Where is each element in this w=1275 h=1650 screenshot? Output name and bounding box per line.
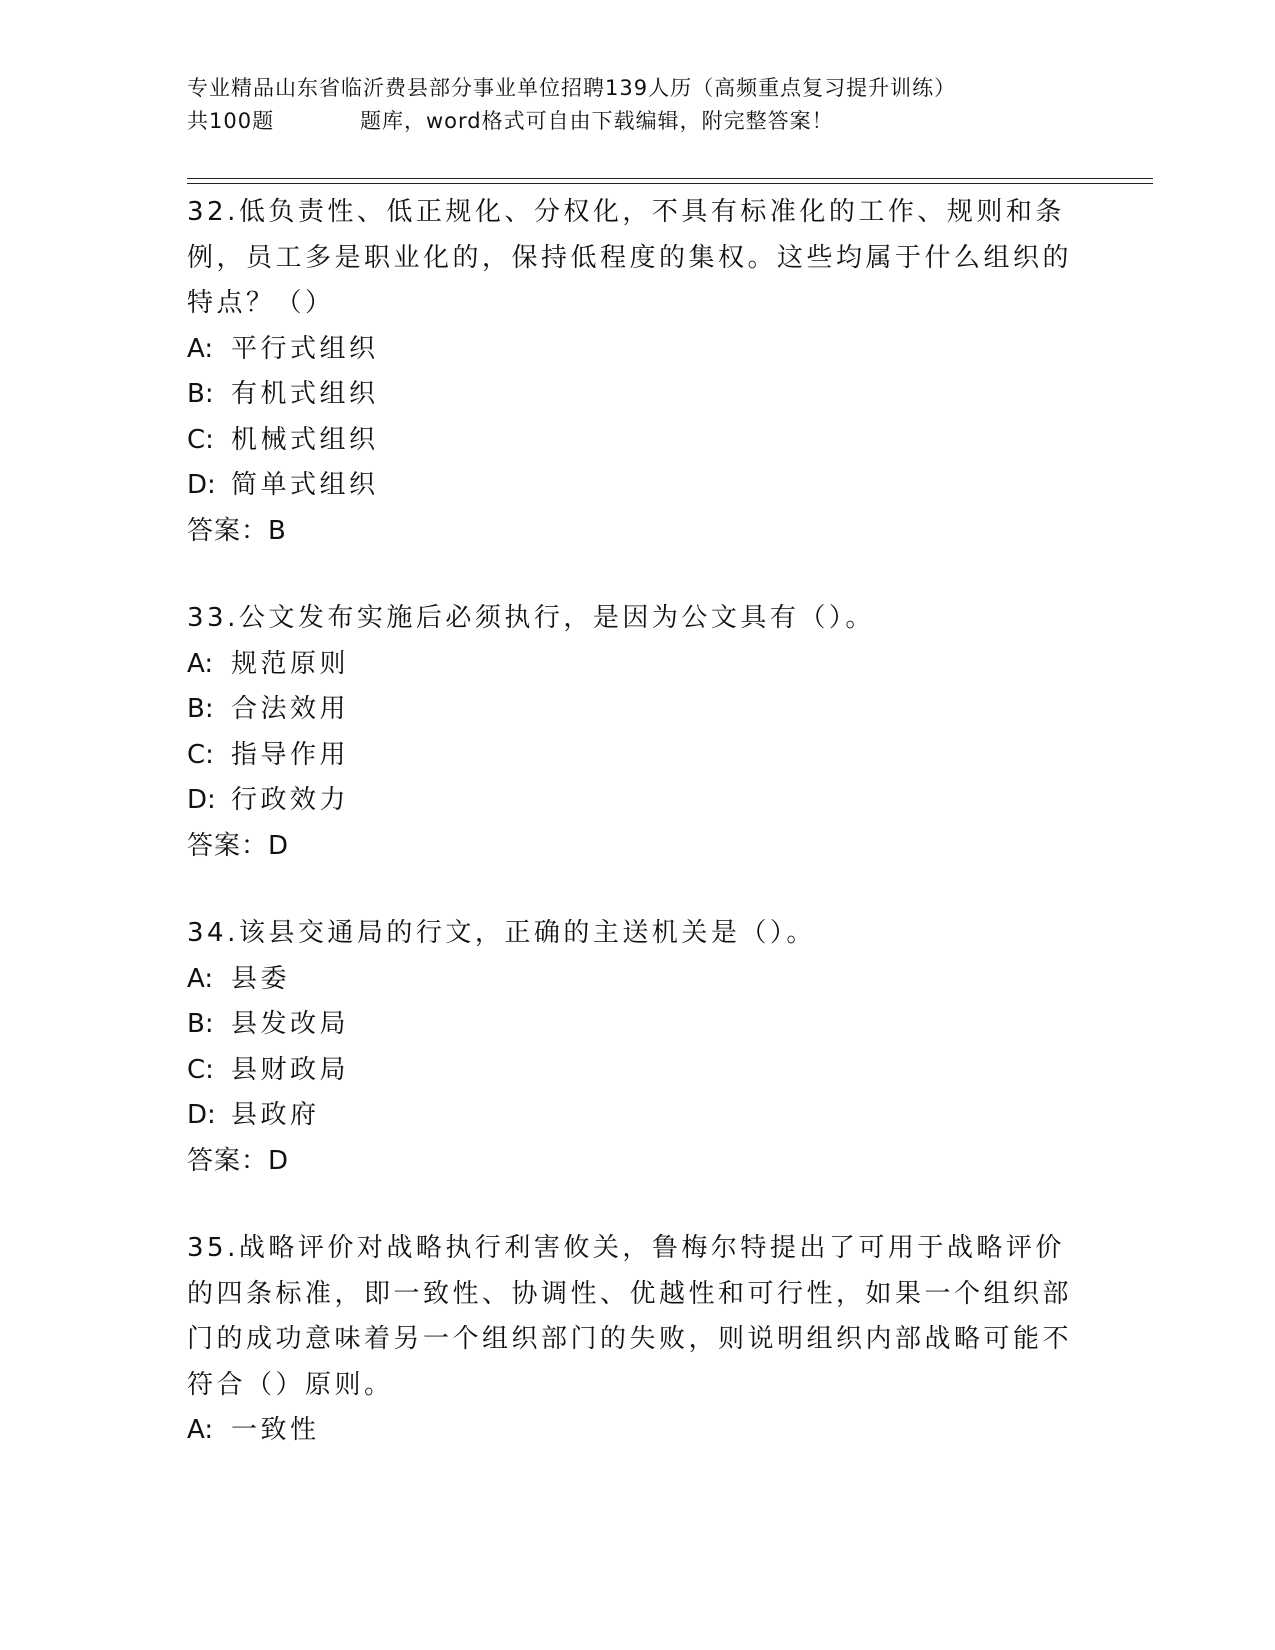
question-block xyxy=(187,911,1087,1184)
question-list xyxy=(187,190,1087,1496)
option-key: C: xyxy=(187,739,214,770)
option-text: 简单式组织 xyxy=(231,470,379,500)
answer-option xyxy=(187,327,1087,373)
option-key: D: xyxy=(187,785,216,815)
answer-option xyxy=(187,1093,1087,1139)
option-key: B: xyxy=(187,694,214,724)
answer-option xyxy=(187,372,1087,418)
header-divider-bottom xyxy=(187,183,1153,184)
question-block xyxy=(187,190,1087,554)
answer-key: 答案：D xyxy=(187,1145,290,1176)
option-key: D: xyxy=(187,470,216,500)
option-text: 机械式组织 xyxy=(231,424,379,455)
question-block xyxy=(187,596,1087,869)
answer-option xyxy=(187,957,1087,1003)
answer-option xyxy=(187,463,1087,509)
option-key: B: xyxy=(187,1009,214,1039)
answer-option xyxy=(187,642,1087,688)
header-subtitle xyxy=(187,105,1087,138)
question-stem: 34.该县交通局的行文，正确的主送机关是（）。 xyxy=(187,918,816,948)
option-text: 指导作用 xyxy=(231,739,350,770)
answer-option xyxy=(187,733,1087,779)
option-text: 县委 xyxy=(231,963,291,994)
question-stem: 32.低负责性、低正规化、分权化，不具有标准化的工作、规则和条例，员工多是职业化的，保持低程度的集权。这些均属于什么组织的特点？（） xyxy=(187,197,1073,318)
answer-option xyxy=(187,1408,1087,1454)
answer-option xyxy=(187,418,1087,464)
option-text: 规范原则 xyxy=(231,648,350,679)
answer-option xyxy=(187,778,1087,824)
option-key: A: xyxy=(187,1415,214,1445)
option-text: 县财政局 xyxy=(231,1054,350,1085)
option-text: 县发改局 xyxy=(231,1009,350,1039)
option-text: 县政府 xyxy=(231,1100,320,1130)
question-block xyxy=(187,1226,1087,1454)
option-key: B: xyxy=(187,379,214,409)
answer-key: 答案：B xyxy=(187,515,287,546)
option-key: D: xyxy=(187,1100,216,1130)
option-key: C: xyxy=(187,424,214,455)
answer-option xyxy=(187,1048,1087,1094)
option-text: 合法效用 xyxy=(231,694,350,724)
header-note: 题库，word格式可自由下载编辑，附完整答案！ xyxy=(360,109,834,133)
header-title: 专业精品山东省临沂费县部分事业单位招聘139人历（高频重点复习提升训练） xyxy=(187,76,957,100)
question-stem: 33.公文发布实施后必须执行，是因为公文具有（）。 xyxy=(187,603,875,633)
option-key: A: xyxy=(187,333,214,364)
option-text: 行政效力 xyxy=(231,785,350,815)
answer-option xyxy=(187,1002,1087,1048)
option-key: A: xyxy=(187,963,214,994)
option-key: A: xyxy=(187,648,214,679)
answer-option xyxy=(187,687,1087,733)
answer-key: 答案：D xyxy=(187,830,290,861)
document-header xyxy=(187,72,1087,138)
option-text: 一致性 xyxy=(231,1415,320,1445)
option-key: C: xyxy=(187,1054,214,1085)
header-divider-top xyxy=(187,178,1153,179)
option-text: 平行式组织 xyxy=(231,333,379,364)
header-question-count: 共100题 xyxy=(187,109,275,133)
option-text: 有机式组织 xyxy=(231,379,379,409)
question-stem: 35.战略评价对战略执行利害攸关，鲁梅尔特提出了可用于战略评价的四条标准，即一致性、协调性、优越性和可行性，如果一个组织部门的成功意味着另一个组织部门的失败，则说明组织内部战略可能不符合（）原则。 xyxy=(187,1233,1073,1400)
